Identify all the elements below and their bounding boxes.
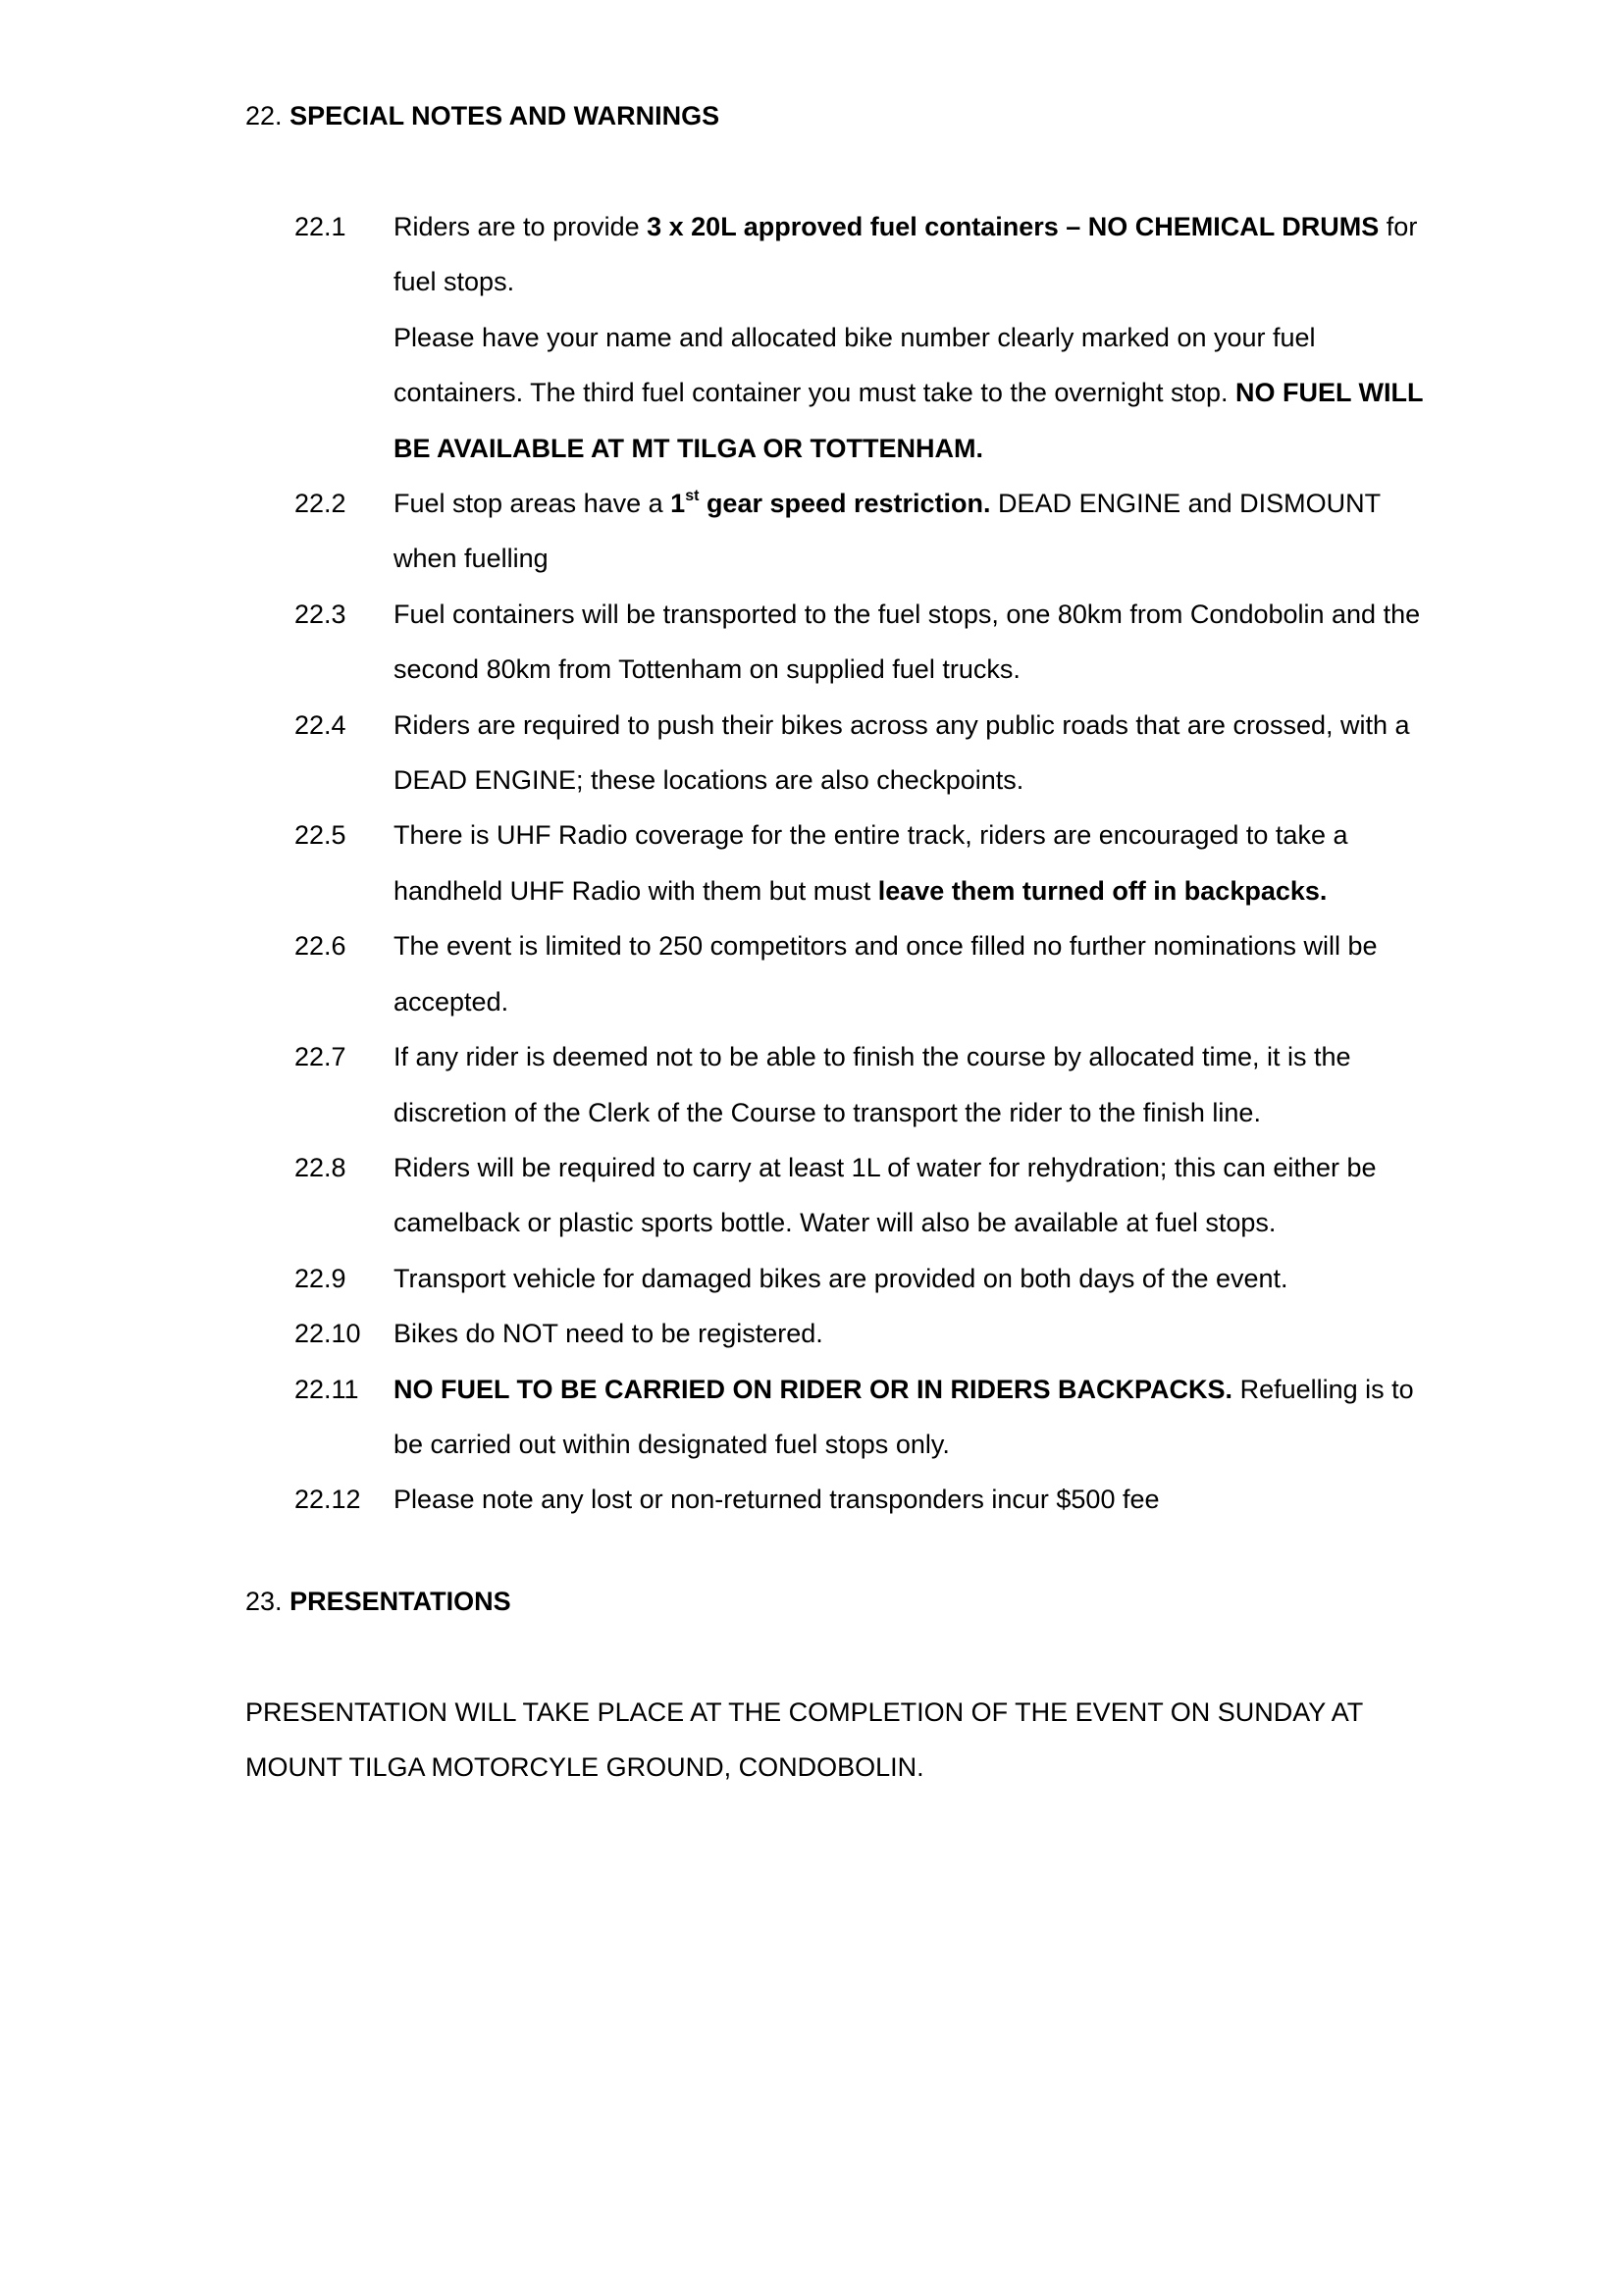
list-item-22-4 [294, 698, 1433, 808]
item-text-part: 1 [670, 489, 686, 519]
section-23-heading [245, 1582, 511, 1621]
item-text [393, 199, 1433, 310]
list-item-22-7 [294, 1029, 1433, 1140]
list-item-22-6 [294, 918, 1433, 1029]
list-item-22-10 [294, 1306, 1433, 1361]
item-text [393, 1362, 1433, 1473]
list-item-22-11 [294, 1362, 1433, 1473]
item-text-part: Riders are to provide [393, 212, 648, 241]
item-text-part: Please have your name and allocated bike number clearly marked on your fuel containers. The third fuel container you must take to the overnight stop. [393, 322, 1316, 408]
item-number: 22.7 [294, 1042, 346, 1072]
item-number: 22.9 [294, 1263, 346, 1293]
item-bold-text: leave them turned off in backpacks. [877, 875, 1328, 906]
item-text-part: gear speed restriction. [699, 489, 991, 519]
item-number: 22.10 [294, 1319, 361, 1349]
item-text: Fuel containers will be transported to the fuel stops, one 80km from Condobolin and the second 80km from Tottenham on supplied fuel trucks. [393, 599, 1421, 685]
item-text-part: for fuel stops. [393, 212, 1418, 297]
item-number: 22.5 [294, 820, 346, 851]
item-number: 22.1 [294, 212, 346, 241]
list-item-22-8 [294, 1140, 1433, 1251]
item-number: 22.11 [294, 1374, 359, 1404]
list-item-22-3 [294, 587, 1433, 698]
item-text-part: Fuel stop areas have a [393, 489, 671, 519]
item-bold-text [670, 489, 990, 518]
item-text: Riders are required to push their bikes across any public roads that are crossed, with a DEAD ENGINE; these locations are also checkpoints. [393, 709, 1410, 796]
section-number: 23. [245, 1587, 283, 1616]
section-number: 22. [245, 101, 283, 130]
list-item-22-2 [294, 476, 1433, 587]
item-number: 22.12 [294, 1485, 361, 1515]
list-item-22-9 [294, 1251, 1433, 1306]
item-text-part: Refuelling is to be carried out within designated fuel stops only. [393, 1374, 1414, 1459]
item-number: 22.6 [294, 931, 346, 962]
section-title: PRESENTATIONS [289, 1587, 511, 1616]
item-number: 22.3 [294, 599, 346, 629]
item-text: Riders will be required to carry at least 1L of water for rehydration; this can either be camelback or plastic sports bottle. Water will also be available at fuel stops. [393, 1152, 1377, 1238]
item-text: Bikes do NOT need to be registered. [393, 1319, 823, 1349]
item-text [393, 808, 1433, 918]
item-text: Transport vehicle for damaged bikes are provided on both days of the event. [393, 1263, 1288, 1293]
item-text-part: DEAD ENGINE and DISMOUNT when fuelling [393, 489, 1381, 574]
list-item-22-12 [294, 1472, 1433, 1527]
item-number: 22.4 [294, 709, 346, 740]
section-22-heading [245, 96, 719, 135]
item-text: If any rider is deemed not to be able to finish the course by allocated time, it is the discretion of the Clerk of the Course to transport the rider to the finish line. [393, 1042, 1351, 1127]
item-bold-text: 3 x 20L approved fuel containers – NO CHEMICAL DRUMS [647, 212, 1380, 241]
item-text: The event is limited to 250 competitors and once filled no further nominations will be accepted. [393, 931, 1378, 1017]
item-text-continued [393, 310, 1433, 476]
item-text: Please note any lost or non-returned transponders incur $500 fee [393, 1485, 1160, 1515]
list-item-22-1 [294, 199, 1433, 476]
item-text-part: There is UHF Radio coverage for the entire track, riders are encouraged to take a handheld UHF Radio with them but must [393, 820, 1348, 906]
item-text [393, 476, 1433, 587]
special-notes-list [294, 199, 1433, 1528]
section-title: SPECIAL NOTES AND WARNINGS [289, 101, 720, 130]
item-number: 22.2 [294, 489, 346, 519]
item-bold-text: NO FUEL TO BE CARRIED ON RIDER OR IN RIDERS BACKPACKS. [393, 1374, 1233, 1404]
presentation-paragraph: PRESENTATION WILL TAKE PLACE AT THE COMPLETION OF THE EVENT ON SUNDAY AT MOUNT TILGA MOTORCYLE GROUND, CONDOBOLIN. [245, 1697, 1363, 1782]
item-bold-text: NO FUEL WILL BE AVAILABLE AT MT TILGA OR TOTTENHAM. [393, 378, 1423, 463]
superscript: st [685, 488, 700, 505]
item-number: 22.8 [294, 1152, 346, 1182]
list-item-22-5 [294, 808, 1433, 918]
